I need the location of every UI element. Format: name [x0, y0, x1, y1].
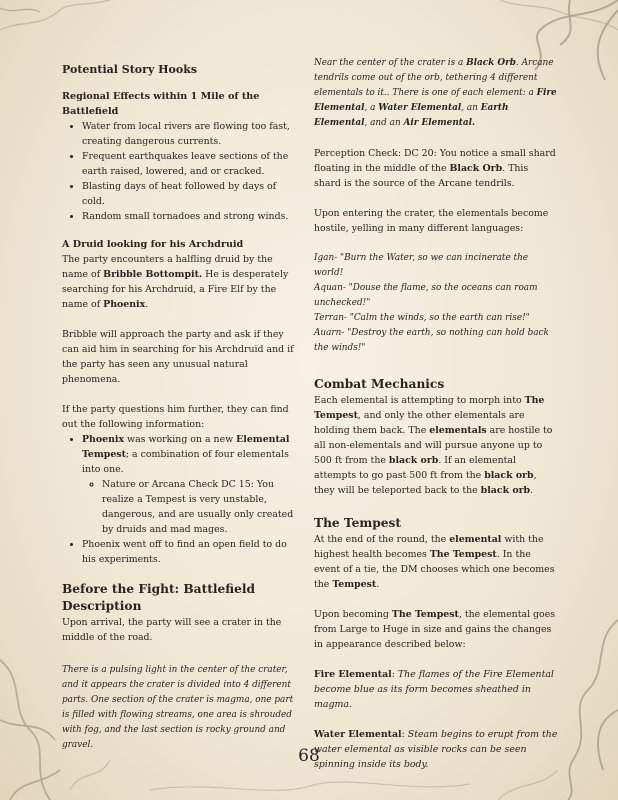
perception-check — [314, 146, 558, 191]
text-run: , and only the other elementals are holding them back. The — [314, 410, 525, 436]
list-item: ◦ Nature or Arcana Check DC 15: You realize a Tempest is very unstable, dangerous, and are usually only created by druids and mad mages. — [102, 477, 294, 537]
text-run: , a — [364, 103, 379, 113]
entering-paragraph: Upon entering the crater, the elementals become hostile, yelling in many different languages: — [314, 208, 549, 234]
text-run: are hostile to all non-elementals and will pursue anyone up to 500 ft from the — [314, 425, 553, 466]
druid-hook-title: A Druid looking for his Archdruid — [62, 239, 244, 250]
text-run: Elemental Tempest — [82, 434, 290, 460]
text-run: black orb — [484, 470, 534, 481]
text-run: , the elemental goes from Large to Huge in size and gains the changes in appearance described below: — [314, 609, 556, 650]
text-run: The Tempest — [429, 549, 497, 560]
combat-paragraph — [314, 393, 558, 498]
list-item: • Water from local rivers are flowing too fast, creating dangerous currents. — [82, 119, 294, 149]
battlefield-paragraph: Upon arrival, the party will see a crater in the middle of the road. — [62, 617, 282, 643]
orb-description — [314, 56, 558, 131]
text-run: Fire Elemental — [314, 88, 557, 113]
right-column — [314, 56, 558, 772]
battlefield-heading: Before the Fight: Battlefield Description — [62, 582, 255, 613]
info-list — [62, 432, 294, 567]
elemental-quote: Aquan- "Douse the flame, so the oceans can roam unchecked!" — [314, 283, 538, 308]
text-run: , they will be teleported back to the — [314, 470, 537, 496]
text-run: Tempest — [332, 579, 377, 590]
text-run: Water Elemental — [378, 103, 462, 113]
list-item: • Blasting days of heat followed by days of cold. — [82, 179, 294, 209]
page-number: 68 — [298, 746, 320, 766]
list-item: • Frequent earthquakes leave sections of the earth raised, lowered, and or cracked. — [82, 149, 294, 179]
text-run: Phoenix — [82, 434, 125, 445]
combat-heading: Combat Mechanics — [314, 377, 445, 391]
list-item: • Random small tornadoes and strong winds. — [82, 209, 294, 224]
text-run: . — [376, 579, 380, 590]
tempest-paragraph — [314, 607, 558, 652]
elemental-quote: Auarn- "Destroy the earth, so nothing can hold back the winds!" — [314, 328, 549, 353]
text-run: Fire Elemental — [314, 669, 392, 680]
regional-effects-list — [62, 119, 294, 224]
text-run: Air Elemental. — [403, 118, 476, 128]
text-run: Black Orb — [449, 163, 503, 174]
text-run: black orb — [480, 485, 531, 496]
text-run: Perception Check: DC 20: You notice a small shard floating in the middle of the — [314, 148, 556, 174]
text-run: The flames of the Fire Elemental become blue as its form becomes sheathed in magma. — [314, 669, 554, 710]
list-item: • Phoenix went off to find an open field to do his experiments. — [82, 537, 294, 567]
battlefield-description: There is a pulsing light in the center of the crater, and it appears the crater is divided into 4 different parts. One section of the crater is magma, one part is filled with flowing streams, one area is shrouded with fog, and the last section is rocky ground and gravel. — [62, 665, 294, 750]
text-run: At the end of the round, the — [314, 534, 450, 545]
bribble-name: Bribble Bottompit. — [103, 269, 203, 280]
info-sublist — [82, 477, 294, 537]
text-run: with the highest health becomes — [314, 534, 544, 560]
elemental-quote: Terran- "Calm the winds, so the earth can rise!" — [314, 313, 530, 323]
text-run: Water Elemental — [314, 729, 402, 740]
text-run: . Arcane tendrils come out of the orb, tethering 4 different elementals to it.. There is one of each element: a — [314, 58, 554, 98]
elemental-quote: Igan- "Burn the Water, so we can incinerate the world! — [314, 253, 529, 278]
text-run: , an — [461, 103, 481, 113]
druid-paragraph — [62, 252, 294, 312]
text-run: The Tempest — [314, 395, 545, 421]
text-run: Steam begins to erupt from the water elemental as visible rocks can be seen spinning inside its body. — [314, 729, 558, 770]
text-run: black orb — [388, 455, 439, 466]
story-hooks-heading: Potential Story Hooks — [62, 63, 198, 76]
left-column — [62, 56, 294, 753]
phoenix-name: Phoenix — [103, 299, 146, 310]
text-run: . In the event of a tie, the DM chooses which one becomes the — [314, 549, 555, 590]
text-run: Near the center of the crater is a — [314, 58, 467, 68]
text-run: elementals — [429, 425, 487, 436]
tempest-heading: The Tempest — [314, 516, 402, 530]
text-run: . — [530, 485, 534, 496]
list-item — [82, 432, 294, 537]
text-run: Earth Elemental — [314, 103, 509, 128]
text-run: He is desperately searching for his Archdruid, a Fire Elf by the name of — [62, 269, 289, 310]
text-run: Each elemental is attempting to morph into — [314, 395, 525, 406]
tempest-paragraph — [314, 532, 558, 592]
text-run: . — [145, 299, 149, 310]
text-run: : — [391, 669, 398, 680]
text-run: Upon becoming — [314, 609, 392, 620]
text-run: was working on a new — [124, 434, 237, 445]
druid-paragraph: If the party questions him further, they can find out the following information: — [62, 404, 289, 430]
regional-effects-title: Regional Effects within 1 Mile of the Battlefield — [62, 91, 260, 117]
druid-paragraph: Bribble will approach the party and ask if they can aid him in searching for his Archdruid and if the party has seen any unusual natural phenomena. — [62, 329, 294, 385]
text-run: ; a combination of four elementals into one. — [82, 449, 289, 475]
text-run: . This shard is the source of the Arcane tendrils. — [314, 163, 529, 189]
text-run: The Tempest — [391, 609, 459, 620]
text-run: elemental — [449, 534, 502, 545]
text-run: . If an elemental attempts to go past 500 ft from the — [314, 455, 516, 481]
fire-elemental-paragraph — [314, 667, 558, 712]
text-run: : — [401, 729, 408, 740]
text-run: , and an — [364, 118, 404, 128]
text-run: The party encounters a halfling druid by the name of — [62, 254, 273, 280]
text-run: Black Orb — [466, 58, 516, 68]
